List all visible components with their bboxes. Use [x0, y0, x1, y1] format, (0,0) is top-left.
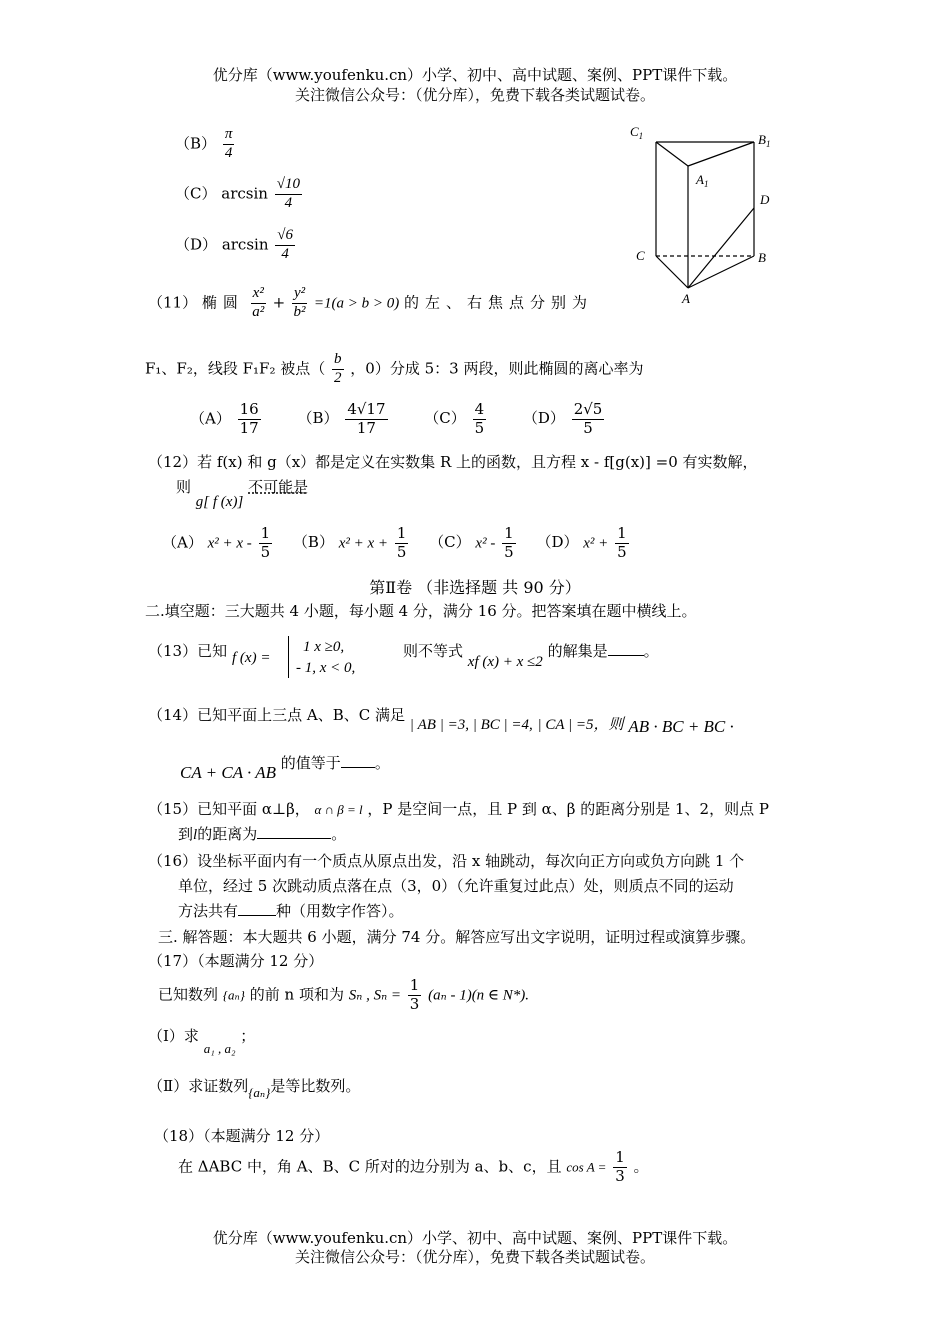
q17-statement: 已知数列 {aₙ} 的前 n 项和为 Sₙ , Sₙ = $\frac{1}{3}$ (aₙ - 1)(n ∈ N*). [158, 976, 530, 1013]
q11-statement: （11） 椭圆 $\frac{\text{x²}}{\text{a²}}$ + $\frac{\text{y²}}{\text{b²}}$ =1(a > b > 0) 的左、右焦点分别为 [148, 285, 594, 320]
q16-line2: 单位，经过 5 次跳动质点落在点（3，0）（允许重复过此点）处，则质点不同的运动 [178, 877, 734, 895]
q18-statement: 在 ΔABC 中，角 A、B、C 所对的边分别为 a、b、c，且 cos A = $\frac{1}{3}$ 。 [178, 1148, 649, 1185]
q13-rest: 则不等式 xf (x) + x ≤2 的解集是 。 [403, 642, 659, 670]
label-b1: $B_1$ [758, 132, 771, 149]
label-c: C [636, 248, 645, 263]
section-3-intro: 三. 解答题：本大题共 6 小题，满分 74 分。解答应写出文字说明，证明过程或演算步骤。 [158, 928, 756, 946]
footer-line-1: 优分库（www.youfenku.cn）小学、初中、高中试题、案例、PPT课件下载。 [212, 1229, 738, 1247]
section-2-title: 第Ⅱ卷 （非选择题 共 90 分） [369, 578, 581, 597]
header-line-1: 优分库（www.youfenku.cn）小学、初中、高中试题、案例、PPT课件下载。 [212, 66, 738, 84]
header-line-2: 关注微信公众号：（优分库），免费下载各类试题试卷。 [294, 86, 655, 104]
q12-line1: （12）若 f(x) 和 g（x）都是定义在实数集 R 上的函数，且方程 x - f[g(x)] =0 有实数解， [148, 453, 758, 471]
section-2-intro: 二.填空题：三大题共 4 小题，每小题 4 分，满分 16 分。把答案填在题中横线上。 [145, 602, 697, 620]
label-d: D [760, 192, 770, 207]
q11-line2: F₁、F₂，线段 F₁F₂ 被点（ $\frac{b}{2}$ ，0）分成 5：3 两段，则此椭圆的离心率为 [145, 351, 644, 386]
q10-option-c: （C） arcsin $\frac{√10}{4}$ [175, 176, 300, 211]
q10-option-b: （B） $\frac{\pi}{4}$ [175, 126, 233, 161]
q15-line2: 到l的距离为 。 [178, 825, 347, 843]
q14-line2: CA + CA · AB 的值等于 。 [180, 754, 390, 782]
q18-title: （18）（本题满分 12 分） [154, 1127, 330, 1145]
footer-line-2: 关注微信公众号：（优分库），免费下载各类试题试卷。 [294, 1248, 655, 1266]
q13-fx: f (x) = [232, 650, 271, 666]
q11-options: （A） $\frac{16}{17}$ （B） $\frac{4√17}{17}$ （C） $\frac{4}{5}$ （D） $\frac{2√5}{5}$ [190, 400, 603, 437]
label-a1: $A_1$ [696, 172, 709, 189]
q13-brace [288, 636, 291, 678]
q16-line3: 方法共有 种（用数字作答）。 [178, 902, 404, 920]
label-b: B [758, 250, 766, 265]
q17-part2: （Ⅱ）求证数列{aₙ}是等比数列。 [148, 1077, 361, 1100]
q13-case-2: - 1, x < 0, [296, 660, 356, 676]
q13-label: （13）已知 [148, 642, 228, 660]
q15-line1: （15）已知平面 α⊥β， α ∩ β = l ，P 是空间一点，且 P 到 α、β 的距离分别是 1、2，则点 P [148, 800, 769, 818]
q17-title: （17）（本题满分 12 分） [148, 952, 324, 970]
q12-line2: 则 g[ f (x)] 不可能是 [176, 478, 309, 510]
q17-part1: （Ⅰ）求 a₁ , a₂ ； [148, 1027, 256, 1056]
label-a: A [682, 291, 690, 306]
label-c1: $C_1$ [630, 124, 644, 141]
q16-line1: （16）设坐标平面内有一个质点从原点出发，沿 x 轴跳动，每次向正方向或负方向跳 1 个 [148, 852, 745, 870]
q14-line1: （14）已知平面上三点 A、B、C 满足 | AB | =3, | BC | =4, | CA | =5，则 AB · BC + BC · [148, 706, 734, 736]
prism-figure [620, 120, 790, 315]
q10-option-d: （D） arcsin $\frac{√6}{4}$ [175, 227, 293, 262]
q12-options: （A） x² + x - $\frac{1}{5}$ （B） x² + x + $\frac{1}{5}$ （C） x² - $\frac{1}{5}$ （D） x² + $\frac{1}{5}$ [162, 524, 627, 561]
q13-case-1: 1 x ≥0, [303, 639, 345, 655]
